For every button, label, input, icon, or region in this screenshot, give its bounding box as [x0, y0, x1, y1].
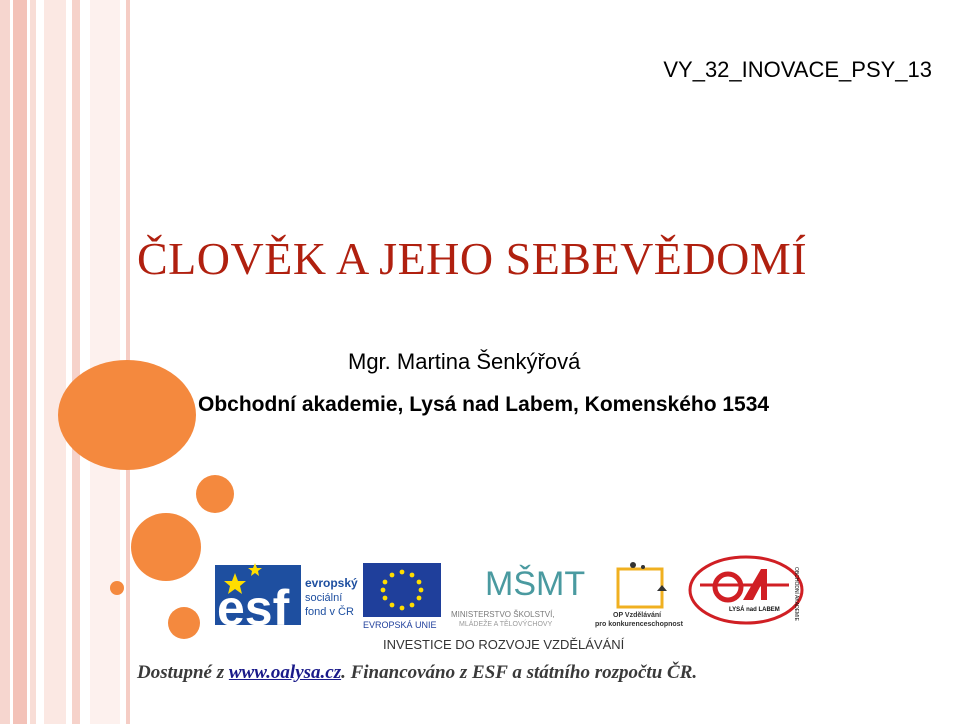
eu-flag-logo — [363, 563, 441, 630]
sponsor-logos — [213, 555, 813, 655]
svg-text:OBCHODNÍ AKADEMIE: OBCHODNÍ AKADEMIE — [793, 567, 799, 621]
decorative-circle-medium — [196, 475, 234, 513]
school-address: Obchodní akademie, Lysá nad Labem, Komenského 1534 — [198, 393, 770, 416]
decorative-circle-small — [110, 581, 124, 595]
investice-banner: INVESTICE DO ROZVOJE VZDĚLÁVÁNÍ — [383, 637, 625, 652]
decorative-circle-tiny — [168, 607, 200, 639]
slide-title: ČLOVĚK A JEHO SEBEVĚDOMÍ — [137, 233, 808, 284]
svg-text:esf: esf — [217, 580, 290, 636]
footer-prefix: Dostupné z — [137, 662, 229, 683]
svg-text:pro konkurenceschopnost: pro konkurenceschopnost — [595, 621, 683, 628]
oa-lysa-logo — [690, 557, 802, 623]
footer-suffix: . Financováno z ESF a státního rozpočtu ČR. — [341, 662, 698, 683]
svg-text:MLÁDEŽE A TĚLOVÝCHOVY: MLÁDEŽE A TĚLOVÝCHOVY — [459, 621, 553, 628]
msmt-logo — [451, 565, 585, 628]
svg-text:evropský: evropský — [305, 576, 358, 590]
decorative-circle-large-2 — [131, 513, 201, 581]
footer-note — [137, 662, 697, 684]
esf-logo — [215, 563, 358, 636]
op-vzdelavani-logo — [595, 562, 684, 628]
svg-text:MŠMT: MŠMT — [485, 565, 586, 603]
decorative-circle-large — [58, 360, 196, 470]
svg-text:OP Vzdělávání: OP Vzdělávání — [613, 612, 662, 619]
svg-text:MINISTERSTVO ŠKOLSTVÍ,: MINISTERSTVO ŠKOLSTVÍ, — [451, 610, 555, 619]
svg-text:EVROPSKÁ UNIE: EVROPSKÁ UNIE — [363, 620, 437, 630]
svg-text:fond v ČR: fond v ČR — [305, 606, 354, 618]
svg-text:LYSÁ nad LABEM: LYSÁ nad LABEM — [729, 607, 780, 613]
website-link[interactable]: www.oalysa.cz — [228, 662, 342, 683]
svg-text:sociální: sociální — [305, 592, 343, 604]
document-code: VY_32_INOVACE_PSY_13 — [663, 57, 932, 82]
author-name: Mgr. Martina Šenkýřová — [348, 349, 581, 374]
